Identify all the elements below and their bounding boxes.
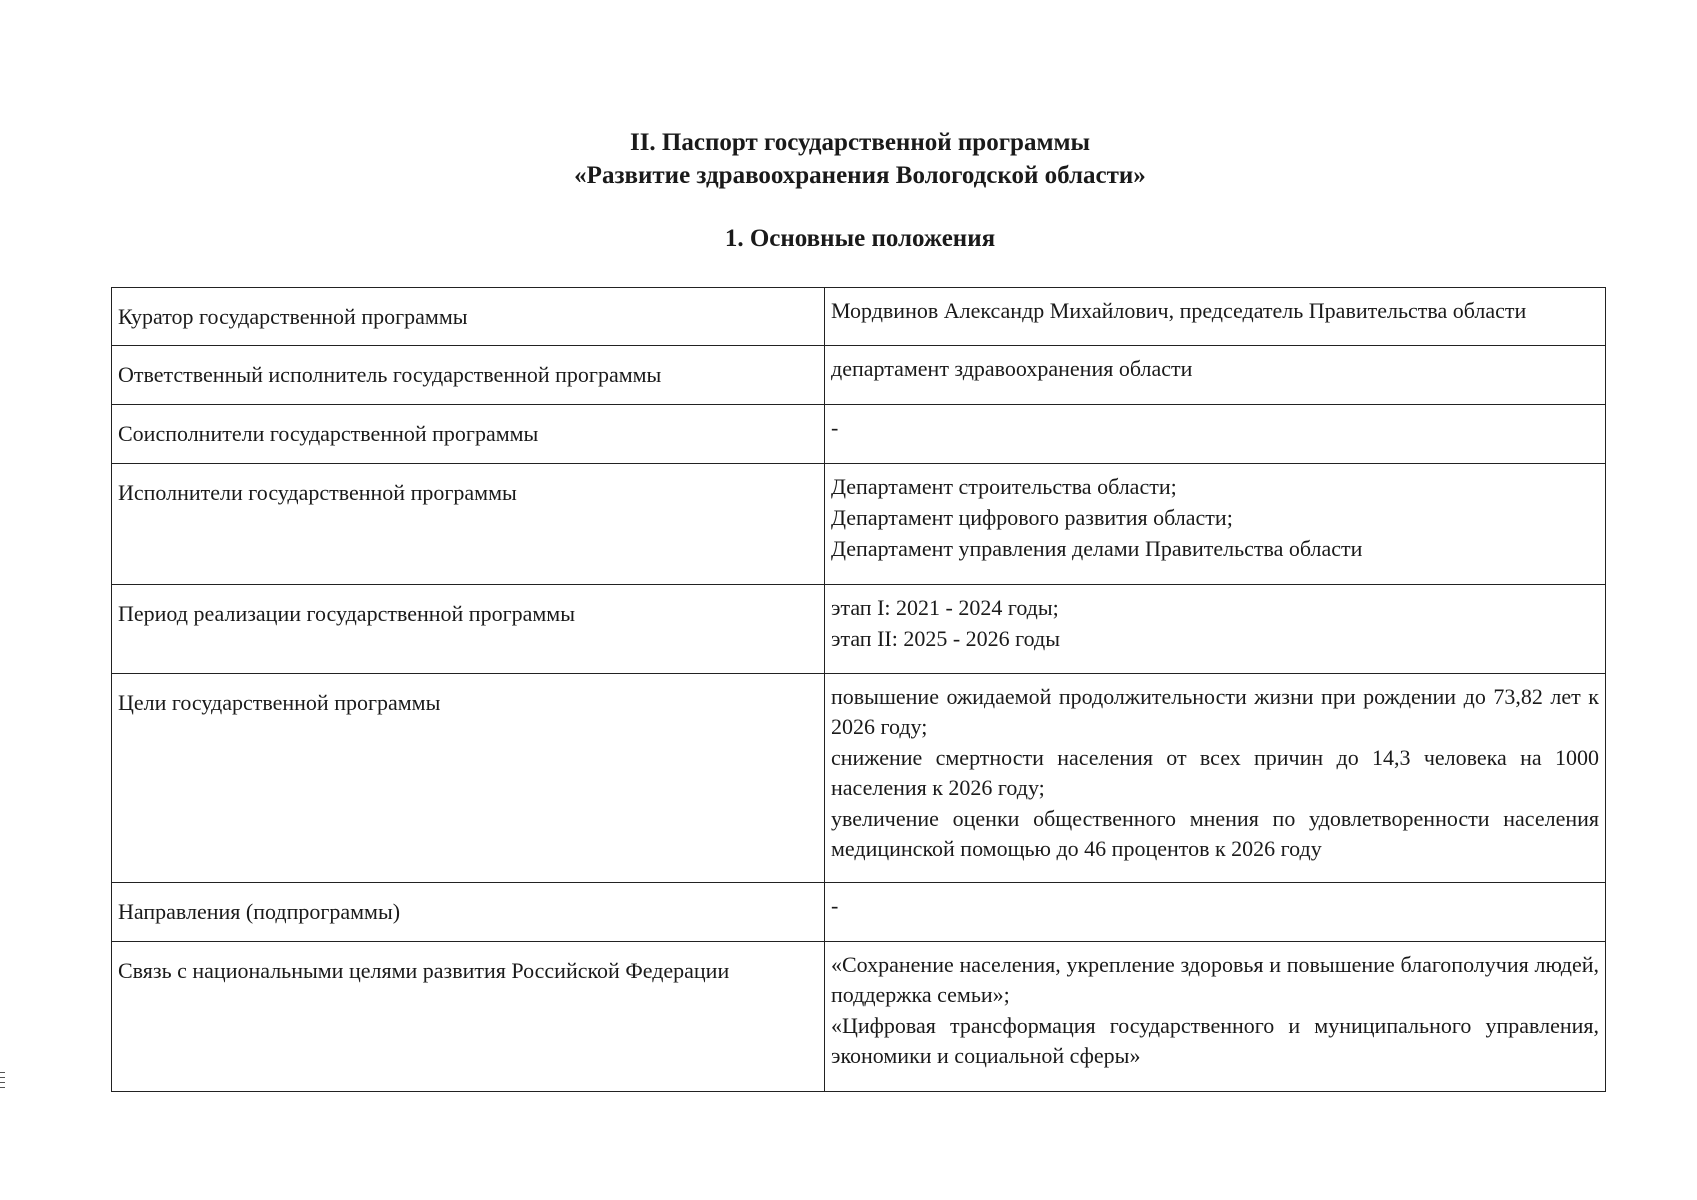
- table-row: [112, 585, 1606, 674]
- row-label: Куратор государственной программы: [112, 288, 825, 346]
- table-row: [112, 942, 1606, 1092]
- row-value-line: этап I: 2021 - 2024 годы;: [831, 595, 1059, 620]
- section-title: [0, 222, 1697, 255]
- row-value-line: увеличение оценки общественного мнения по удовлетворенности населения медицинской помощью до 46 процентов к 2026 году: [831, 806, 1599, 861]
- passport-table: [111, 287, 1606, 1092]
- row-label: Связь с национальными целями развития Российской Федерации: [112, 942, 825, 1092]
- table-row: [112, 288, 1606, 346]
- row-value-line: Департамент цифрового развития области;: [831, 505, 1233, 530]
- scan-margin-marks: [0, 1072, 6, 1102]
- table-row: [112, 405, 1606, 464]
- document-title-line-2: «Развитие здравоохранения Вологодской области»: [574, 162, 1146, 189]
- row-label: Направления (подпрограммы): [112, 883, 825, 942]
- document-title-line-1: II. Паспорт государственной программы: [629, 129, 1091, 156]
- row-value: [825, 288, 1606, 346]
- row-value-line: «Сохранение населения, укрепление здоровья и повышение благополучия людей, поддержка семьи»;: [831, 952, 1599, 1007]
- section-title-text: 1. Основные положения: [724, 225, 996, 252]
- row-value-line: Департамент управления делами Правительства области: [831, 536, 1363, 561]
- row-value-line: -: [831, 893, 839, 918]
- table-row: [112, 674, 1606, 883]
- row-label: Цели государственной программы: [112, 674, 825, 883]
- scan-mark: [0, 1072, 5, 1073]
- row-value-line: повышение ожидаемой продолжительности жизни при рождении до 73,82 лет к 2026 году;: [831, 684, 1599, 739]
- row-value: [825, 346, 1606, 405]
- row-label: Соисполнители государственной программы: [112, 405, 825, 464]
- row-value-line: Мордвинов Александр Михайлович, председатель Правительства области: [831, 298, 1527, 323]
- table-row: [112, 883, 1606, 942]
- row-value: [825, 942, 1606, 1092]
- row-label: Период реализации государственной программы: [112, 585, 825, 674]
- row-value: [825, 405, 1606, 464]
- row-value-line: этап II: 2025 - 2026 годы: [831, 626, 1060, 651]
- document-title: [0, 126, 1697, 192]
- row-value-line: Департамент строительства области;: [831, 474, 1177, 499]
- row-value: [825, 464, 1606, 585]
- row-value-line: «Цифровая трансформация государственного и муниципального управления, экономики и социальной сферы»: [831, 1013, 1599, 1068]
- row-label: Ответственный исполнитель государственной программы: [112, 346, 825, 405]
- row-value: [825, 883, 1606, 942]
- row-value-line: департамент здравоохранения области: [831, 356, 1193, 381]
- table-row: [112, 346, 1606, 405]
- scan-mark: [0, 1087, 5, 1088]
- row-label: Исполнители государственной программы: [112, 464, 825, 585]
- row-value-line: -: [831, 415, 839, 440]
- table-row: [112, 464, 1606, 585]
- row-value: [825, 585, 1606, 674]
- row-value-line: снижение смертности населения от всех причин до 14,3 человека на 1000 населения к 2026 году;: [831, 745, 1599, 800]
- scan-mark: [0, 1082, 5, 1083]
- row-value: [825, 674, 1606, 883]
- scan-mark: [0, 1077, 5, 1078]
